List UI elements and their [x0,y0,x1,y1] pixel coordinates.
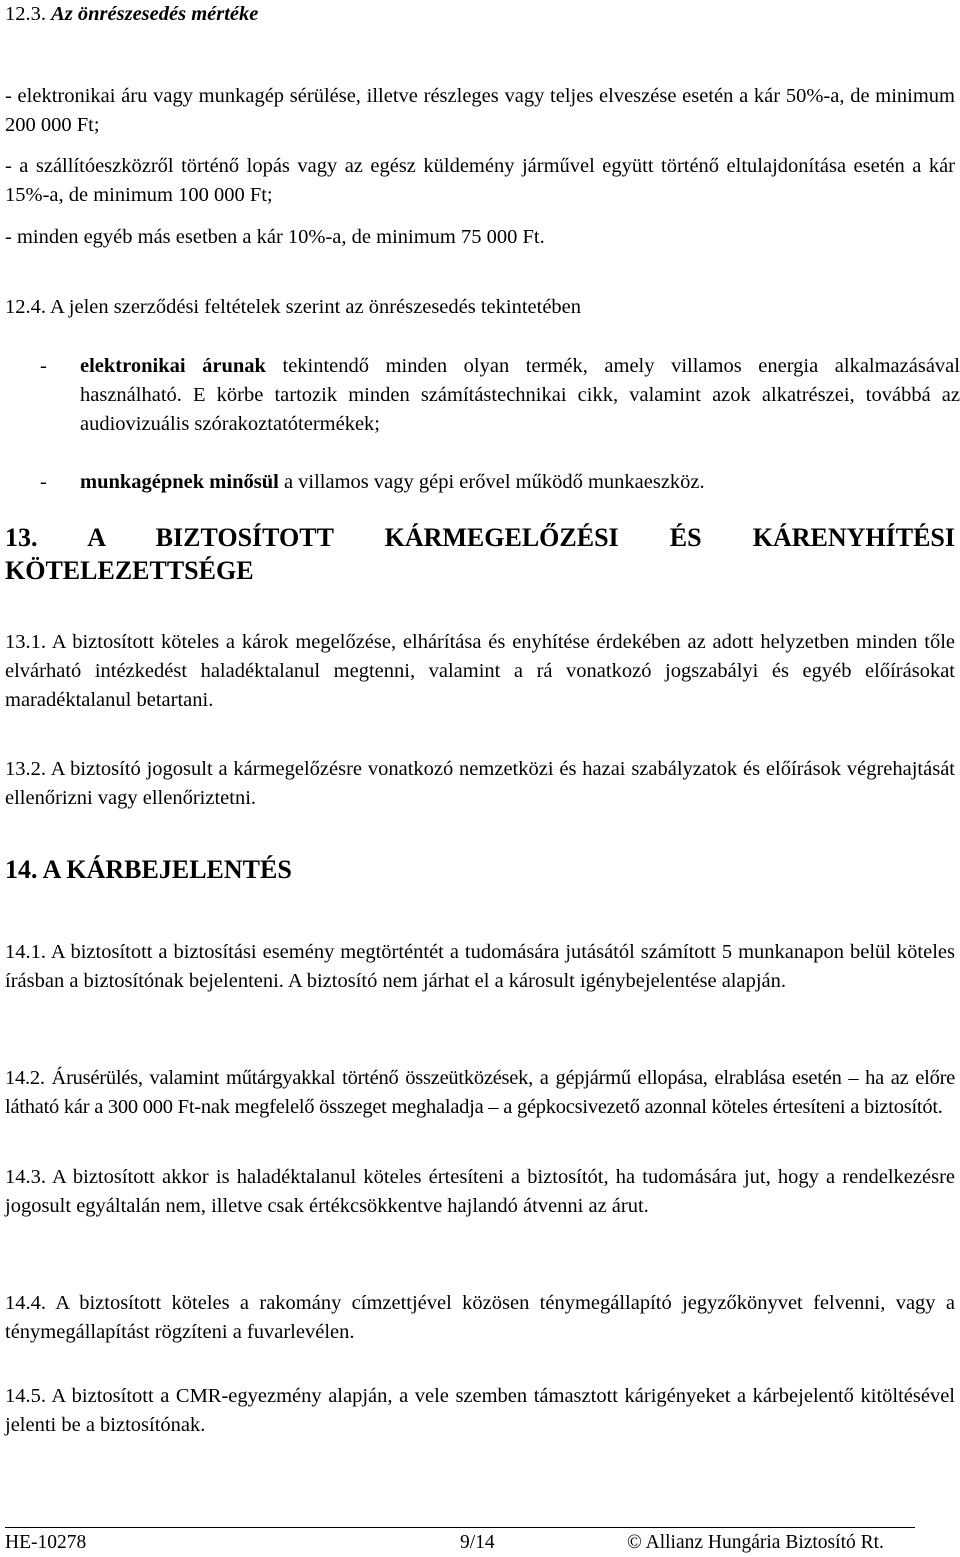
paragraph-14-1: 14.1. A biztosított a biztosítási esemény megtörténtét a tudomására jutásától számított 5 munkanapon belül köteles írásban a biztosítónak bejelenteni. A biztosító nem járhat el a károsult igénybejelentése alapján. [5,941,955,992]
section-title: Az önrészesedés mértéke [51,3,259,25]
footer-copyright: © Allianz Hungária Biztosító Rt. [627,1532,884,1553]
footer-doc-code: HE-10278 [5,1532,87,1553]
definition-term: munkagépnek minősül [80,471,279,493]
heading-line-1: 13. A BIZTOSÍTOTT KÁRMEGELŐZÉSI ÉS KÁRENYHÍTÉSI [5,523,955,552]
paragraph-14-3: 14.3. A biztosított akkor is haladéktalanul köteles értesíteni a biztosítót, ha tudomására jut, hogy a rendelkezésre jogosult egyáltalán nem, illetve csak értékcsökkentve hajlandó átvenni az árut. [5,1166,955,1217]
paragraph-13-2: 13.2. A biztosító jogosult a kármegelőzésre vonatkozó nemzetközi és hazai szabályzatok és előírások végrehajtását ellenőrizni vagy ellenőriztetni. [5,758,955,809]
definition-term: elektronikai árunak [80,355,266,377]
page-footer [5,1524,955,1554]
list-dash: - [40,355,47,377]
list-dash: - [40,471,47,493]
section-14-heading: 14. A KÁRBEJELENTÉS [5,855,292,884]
definition-body: a villamos vagy gépi erővel működő munkaeszköz. [278,471,705,493]
paragraph-14-4: 14.4. A biztosított köteles a rakomány címzettjével közösen ténymegállapító jegyzőkönyvet felvenni, vagy a ténymegállapítást rögzíteni a fuvarlevélen. [5,1292,955,1343]
footer-page-number: 9/14 [460,1532,495,1553]
definition-text [80,468,960,497]
paragraph-14-2: 14.2. Árusérülés, valamint műtárgyakkal történő összeütközések, a gépjármű ellopása, elrablása esetén – ha az előre látható kár a 300 000 Ft-nak megfelelő összeget meghaladja – a gépkocsivezető azonnal köteles értesíteni a biztosítót. [5,1067,955,1118]
deductible-item-electronics: - elektronikai áru vagy munkagép sérülése, illetve részleges vagy teljes elveszése esetén a kár 50%-a, de minimum 200 000 Ft; [5,85,955,136]
deductible-item-other: - minden egyéb más esetben a kár 10%-a, de minimum 75 000 Ft. [5,226,545,248]
section-12-4-intro: 12.4. A jelen szerződési feltételek szerint az önrészesedés tekintetében [5,296,582,318]
definition-body: tekintendő minden olyan termék, amely villamos energia alkalmazásával használható. E körbe tartozik minden számítástechnikai cikk, valamint azok alkatrészei, továbbá az audiovizuális szórakoztatótermékek; [80,355,960,435]
section-number: 12.3. [5,3,46,25]
deductible-item-theft: - a szállítóeszközről történő lopás vagy az egész küldemény járművel együtt történő eltulajdonítása esetén a kár 15%-a, de minimum 100 000 Ft; [5,155,955,206]
footer-rule [5,1527,915,1528]
section-13-heading [5,521,955,587]
section-12-3-heading [5,0,955,29]
definition-text [80,352,960,439]
heading-line-2: KÖTELEZETTSÉGE [5,556,254,585]
paragraph-14-5: 14.5. A biztosított a CMR-egyezmény alapján, a vele szemben támasztott kárigényeket a kárbejelentő kitöltésével jelenti be a biztosítónak. [5,1385,955,1436]
paragraph-13-1: 13.1. A biztosított köteles a károk megelőzése, elhárítása és enyhítése érdekében az adott helyzetben minden tőle elvárható intézkedést haladéktalanul megtenni, valamint a rá vonatkozó jogszabályi és egyéb előírásokat maradéktalanul betartani. [5,631,955,711]
